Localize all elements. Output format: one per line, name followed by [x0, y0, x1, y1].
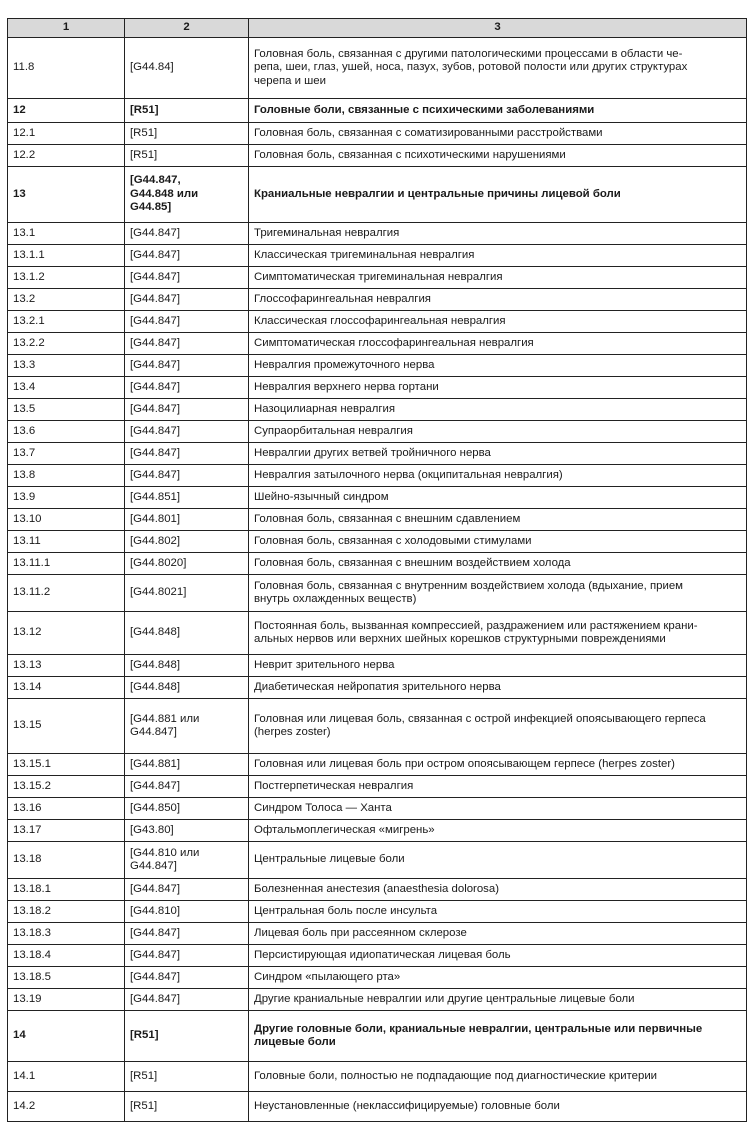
table-row: [8, 223, 747, 245]
code-cell: [G44.847]: [125, 311, 249, 333]
description-cell: Головная или лицевая боль при остром опоясывающем герпесе (herpes zoster): [249, 754, 747, 776]
description-cell: Головная боль, связанная с соматизированными расстройствами: [249, 123, 747, 145]
code-cell: [G44.847]: [125, 245, 249, 267]
table-row: [8, 465, 747, 487]
code-cell: [G44.847, G44.848 или G44.85]: [125, 167, 249, 223]
number-cell: 13.11.1: [8, 553, 125, 575]
description-cell: Глоссофарингеальная невралгия: [249, 289, 747, 311]
number-cell: 13.1.1: [8, 245, 125, 267]
code-cell: [R51]: [125, 1092, 249, 1122]
number-cell: 13.18.1: [8, 879, 125, 901]
description-cell: Невралгии других ветвей тройничного нерва: [249, 443, 747, 465]
description-cell: Симптоматическая глоссофарингеальная невралгия: [249, 333, 747, 355]
table-row: [8, 509, 747, 531]
table-row: [8, 531, 747, 553]
code-cell: [G44.8021]: [125, 575, 249, 612]
description-cell: Супраорбитальная невралгия: [249, 421, 747, 443]
description-cell: Тригеминальная невралгия: [249, 223, 747, 245]
description-cell: Головные боли, полностью не подпадающие под диагностические критерии: [249, 1062, 747, 1092]
code-cell: [G44.847]: [125, 223, 249, 245]
number-cell: 13.17: [8, 820, 125, 842]
table-row: [8, 842, 747, 879]
description-cell: Головная или лицевая боль, связанная с острой инфекцией опоясывающего герпеса (herpes zoster): [249, 699, 747, 754]
description-cell: Синдром Толоса — Ханта: [249, 798, 747, 820]
code-cell: [G44.881]: [125, 754, 249, 776]
number-cell: 14.2: [8, 1092, 125, 1122]
number-cell: 13.5: [8, 399, 125, 421]
table-row: [8, 553, 747, 575]
description-cell: Постоянная боль, вызванная компрессией, раздражением или растяжением крани- альных нервов или верхних шейных корешков структурными повреждениями: [249, 612, 747, 655]
description-cell: Классическая глоссофарингеальная невралгия: [249, 311, 747, 333]
table-row: [8, 377, 747, 399]
code-cell: [G44.847]: [125, 443, 249, 465]
number-cell: 14: [8, 1011, 125, 1062]
description-cell: Другие краниальные невралгии или другие центральные лицевые боли: [249, 989, 747, 1011]
table-row: [8, 245, 747, 267]
code-cell: [G43.80]: [125, 820, 249, 842]
code-cell: [R51]: [125, 1062, 249, 1092]
code-cell: [G44.810]: [125, 901, 249, 923]
code-cell: [G44.848]: [125, 677, 249, 699]
table-row: [8, 355, 747, 377]
table-row: [8, 289, 747, 311]
number-cell: 13.18.4: [8, 945, 125, 967]
number-cell: 13.11.2: [8, 575, 125, 612]
number-cell: 12.2: [8, 145, 125, 167]
table-row: [8, 575, 747, 612]
code-cell: [G44.847]: [125, 879, 249, 901]
code-cell: [G44.802]: [125, 531, 249, 553]
description-cell: Болезненная анестезия (anaesthesia dolorosa): [249, 879, 747, 901]
number-cell: 12.1: [8, 123, 125, 145]
table-row: [8, 879, 747, 901]
description-cell: Лицевая боль при рассеянном склерозе: [249, 923, 747, 945]
number-cell: 13.19: [8, 989, 125, 1011]
code-cell: [R51]: [125, 145, 249, 167]
number-cell: 14.1: [8, 1062, 125, 1092]
code-cell: [R51]: [125, 1011, 249, 1062]
number-cell: 13.1.2: [8, 267, 125, 289]
header-row: [8, 19, 747, 38]
table-row: [8, 776, 747, 798]
table-row: [8, 798, 747, 820]
number-cell: 13.9: [8, 487, 125, 509]
code-cell: [G44.847]: [125, 421, 249, 443]
table-row: [8, 820, 747, 842]
table-row: [8, 1092, 747, 1122]
code-cell: [G44.8020]: [125, 553, 249, 575]
table-row: [8, 677, 747, 699]
number-cell: 13.1: [8, 223, 125, 245]
description-cell: Центральная боль после инсульта: [249, 901, 747, 923]
description-cell: Неустановленные (неклассифицируемые) головные боли: [249, 1092, 747, 1122]
code-cell: [G44.847]: [125, 355, 249, 377]
number-cell: 13.15: [8, 699, 125, 754]
table-row: [8, 967, 747, 989]
table-row: [8, 1011, 747, 1062]
number-cell: 13.2.1: [8, 311, 125, 333]
number-cell: 13: [8, 167, 125, 223]
table-row: [8, 989, 747, 1011]
column-header-2: 2: [125, 19, 249, 38]
code-cell: [R51]: [125, 123, 249, 145]
code-cell: [G44.847]: [125, 923, 249, 945]
description-cell: Краниальные невралгии и центральные причины лицевой боли: [249, 167, 747, 223]
number-cell: 13.4: [8, 377, 125, 399]
table-row: [8, 754, 747, 776]
description-cell: Невралгия промежуточного нерва: [249, 355, 747, 377]
classification-table: [7, 18, 747, 1122]
table-row: [8, 1062, 747, 1092]
number-cell: 11.8: [8, 38, 125, 99]
table-row: [8, 333, 747, 355]
table-row: [8, 487, 747, 509]
number-cell: 13.18: [8, 842, 125, 879]
code-cell: [G44.847]: [125, 267, 249, 289]
number-cell: 13.14: [8, 677, 125, 699]
description-cell: Головная боль, связанная с другими патологическими процессами в области че- репа, шеи, глаз, ушей, носа, пазух, зубов, ротовой полости или других структурах черепа и шеи: [249, 38, 747, 99]
table-row: [8, 123, 747, 145]
description-cell: Головная боль, связанная с внутренним воздействием холода (вдыхание, прием внутрь охлажденных веществ): [249, 575, 747, 612]
description-cell: Синдром «пылающего рта»: [249, 967, 747, 989]
number-cell: 13.3: [8, 355, 125, 377]
code-cell: [G44.810 или G44.847]: [125, 842, 249, 879]
code-cell: [G44.848]: [125, 655, 249, 677]
table-row: [8, 99, 747, 123]
code-cell: [G44.881 или G44.847]: [125, 699, 249, 754]
code-cell: [G44.847]: [125, 967, 249, 989]
number-cell: 13.16: [8, 798, 125, 820]
table-body: [8, 38, 747, 1122]
code-cell: [G44.851]: [125, 487, 249, 509]
number-cell: 13.11: [8, 531, 125, 553]
description-cell: Головная боль, связанная с внешним сдавлением: [249, 509, 747, 531]
number-cell: 13.18.3: [8, 923, 125, 945]
description-cell: Центральные лицевые боли: [249, 842, 747, 879]
description-cell: Невралгия затылочного нерва (окципитальная невралгия): [249, 465, 747, 487]
code-cell: [G44.847]: [125, 399, 249, 421]
number-cell: 13.10: [8, 509, 125, 531]
description-cell: Офтальмоплегическая «мигрень»: [249, 820, 747, 842]
table-row: [8, 311, 747, 333]
number-cell: 13.13: [8, 655, 125, 677]
code-cell: [G44.847]: [125, 333, 249, 355]
description-cell: Шейно-язычный синдром: [249, 487, 747, 509]
description-cell: Головные боли, связанные с психическими заболеваниями: [249, 99, 747, 123]
code-cell: [G44.847]: [125, 465, 249, 487]
table-row: [8, 399, 747, 421]
description-cell: Симптоматическая тригеминальная невралгия: [249, 267, 747, 289]
table-row: [8, 923, 747, 945]
table-row: [8, 267, 747, 289]
number-cell: 13.8: [8, 465, 125, 487]
table-row: [8, 167, 747, 223]
code-cell: [G44.801]: [125, 509, 249, 531]
code-cell: [R51]: [125, 99, 249, 123]
table-row: [8, 145, 747, 167]
description-cell: Головная боль, связанная с внешним воздействием холода: [249, 553, 747, 575]
code-cell: [G44.848]: [125, 612, 249, 655]
description-cell: Персистирующая идиопатическая лицевая боль: [249, 945, 747, 967]
description-cell: Классическая тригеминальная невралгия: [249, 245, 747, 267]
number-cell: 13.15.1: [8, 754, 125, 776]
number-cell: 13.18.5: [8, 967, 125, 989]
code-cell: [G44.847]: [125, 377, 249, 399]
description-cell: Головная боль, связанная с психотическими нарушениями: [249, 145, 747, 167]
description-cell: Неврит зрительного нерва: [249, 655, 747, 677]
table-row: [8, 945, 747, 967]
number-cell: 13.18.2: [8, 901, 125, 923]
description-cell: Невралгия верхнего нерва гортани: [249, 377, 747, 399]
table-row: [8, 901, 747, 923]
code-cell: [G44.847]: [125, 776, 249, 798]
table-row: [8, 612, 747, 655]
code-cell: [G44.850]: [125, 798, 249, 820]
number-cell: 13.12: [8, 612, 125, 655]
code-cell: [G44.84]: [125, 38, 249, 99]
number-cell: 13.2: [8, 289, 125, 311]
code-cell: [G44.847]: [125, 945, 249, 967]
description-cell: Диабетическая нейропатия зрительного нерва: [249, 677, 747, 699]
table-row: [8, 699, 747, 754]
description-cell: Другие головные боли, краниальные невралгии, центральные или первичные лицевые боли: [249, 1011, 747, 1062]
table-row: [8, 421, 747, 443]
table-row: [8, 38, 747, 99]
column-header-1: 1: [8, 19, 125, 38]
number-cell: 12: [8, 99, 125, 123]
description-cell: Постгерпетическая невралгия: [249, 776, 747, 798]
number-cell: 13.6: [8, 421, 125, 443]
number-cell: 13.2.2: [8, 333, 125, 355]
table-row: [8, 655, 747, 677]
description-cell: Назоцилиарная невралгия: [249, 399, 747, 421]
number-cell: 13.7: [8, 443, 125, 465]
description-cell: Головная боль, связанная с холодовыми стимулами: [249, 531, 747, 553]
column-header-3: 3: [249, 19, 747, 38]
number-cell: 13.15.2: [8, 776, 125, 798]
code-cell: [G44.847]: [125, 989, 249, 1011]
code-cell: [G44.847]: [125, 289, 249, 311]
table-row: [8, 443, 747, 465]
